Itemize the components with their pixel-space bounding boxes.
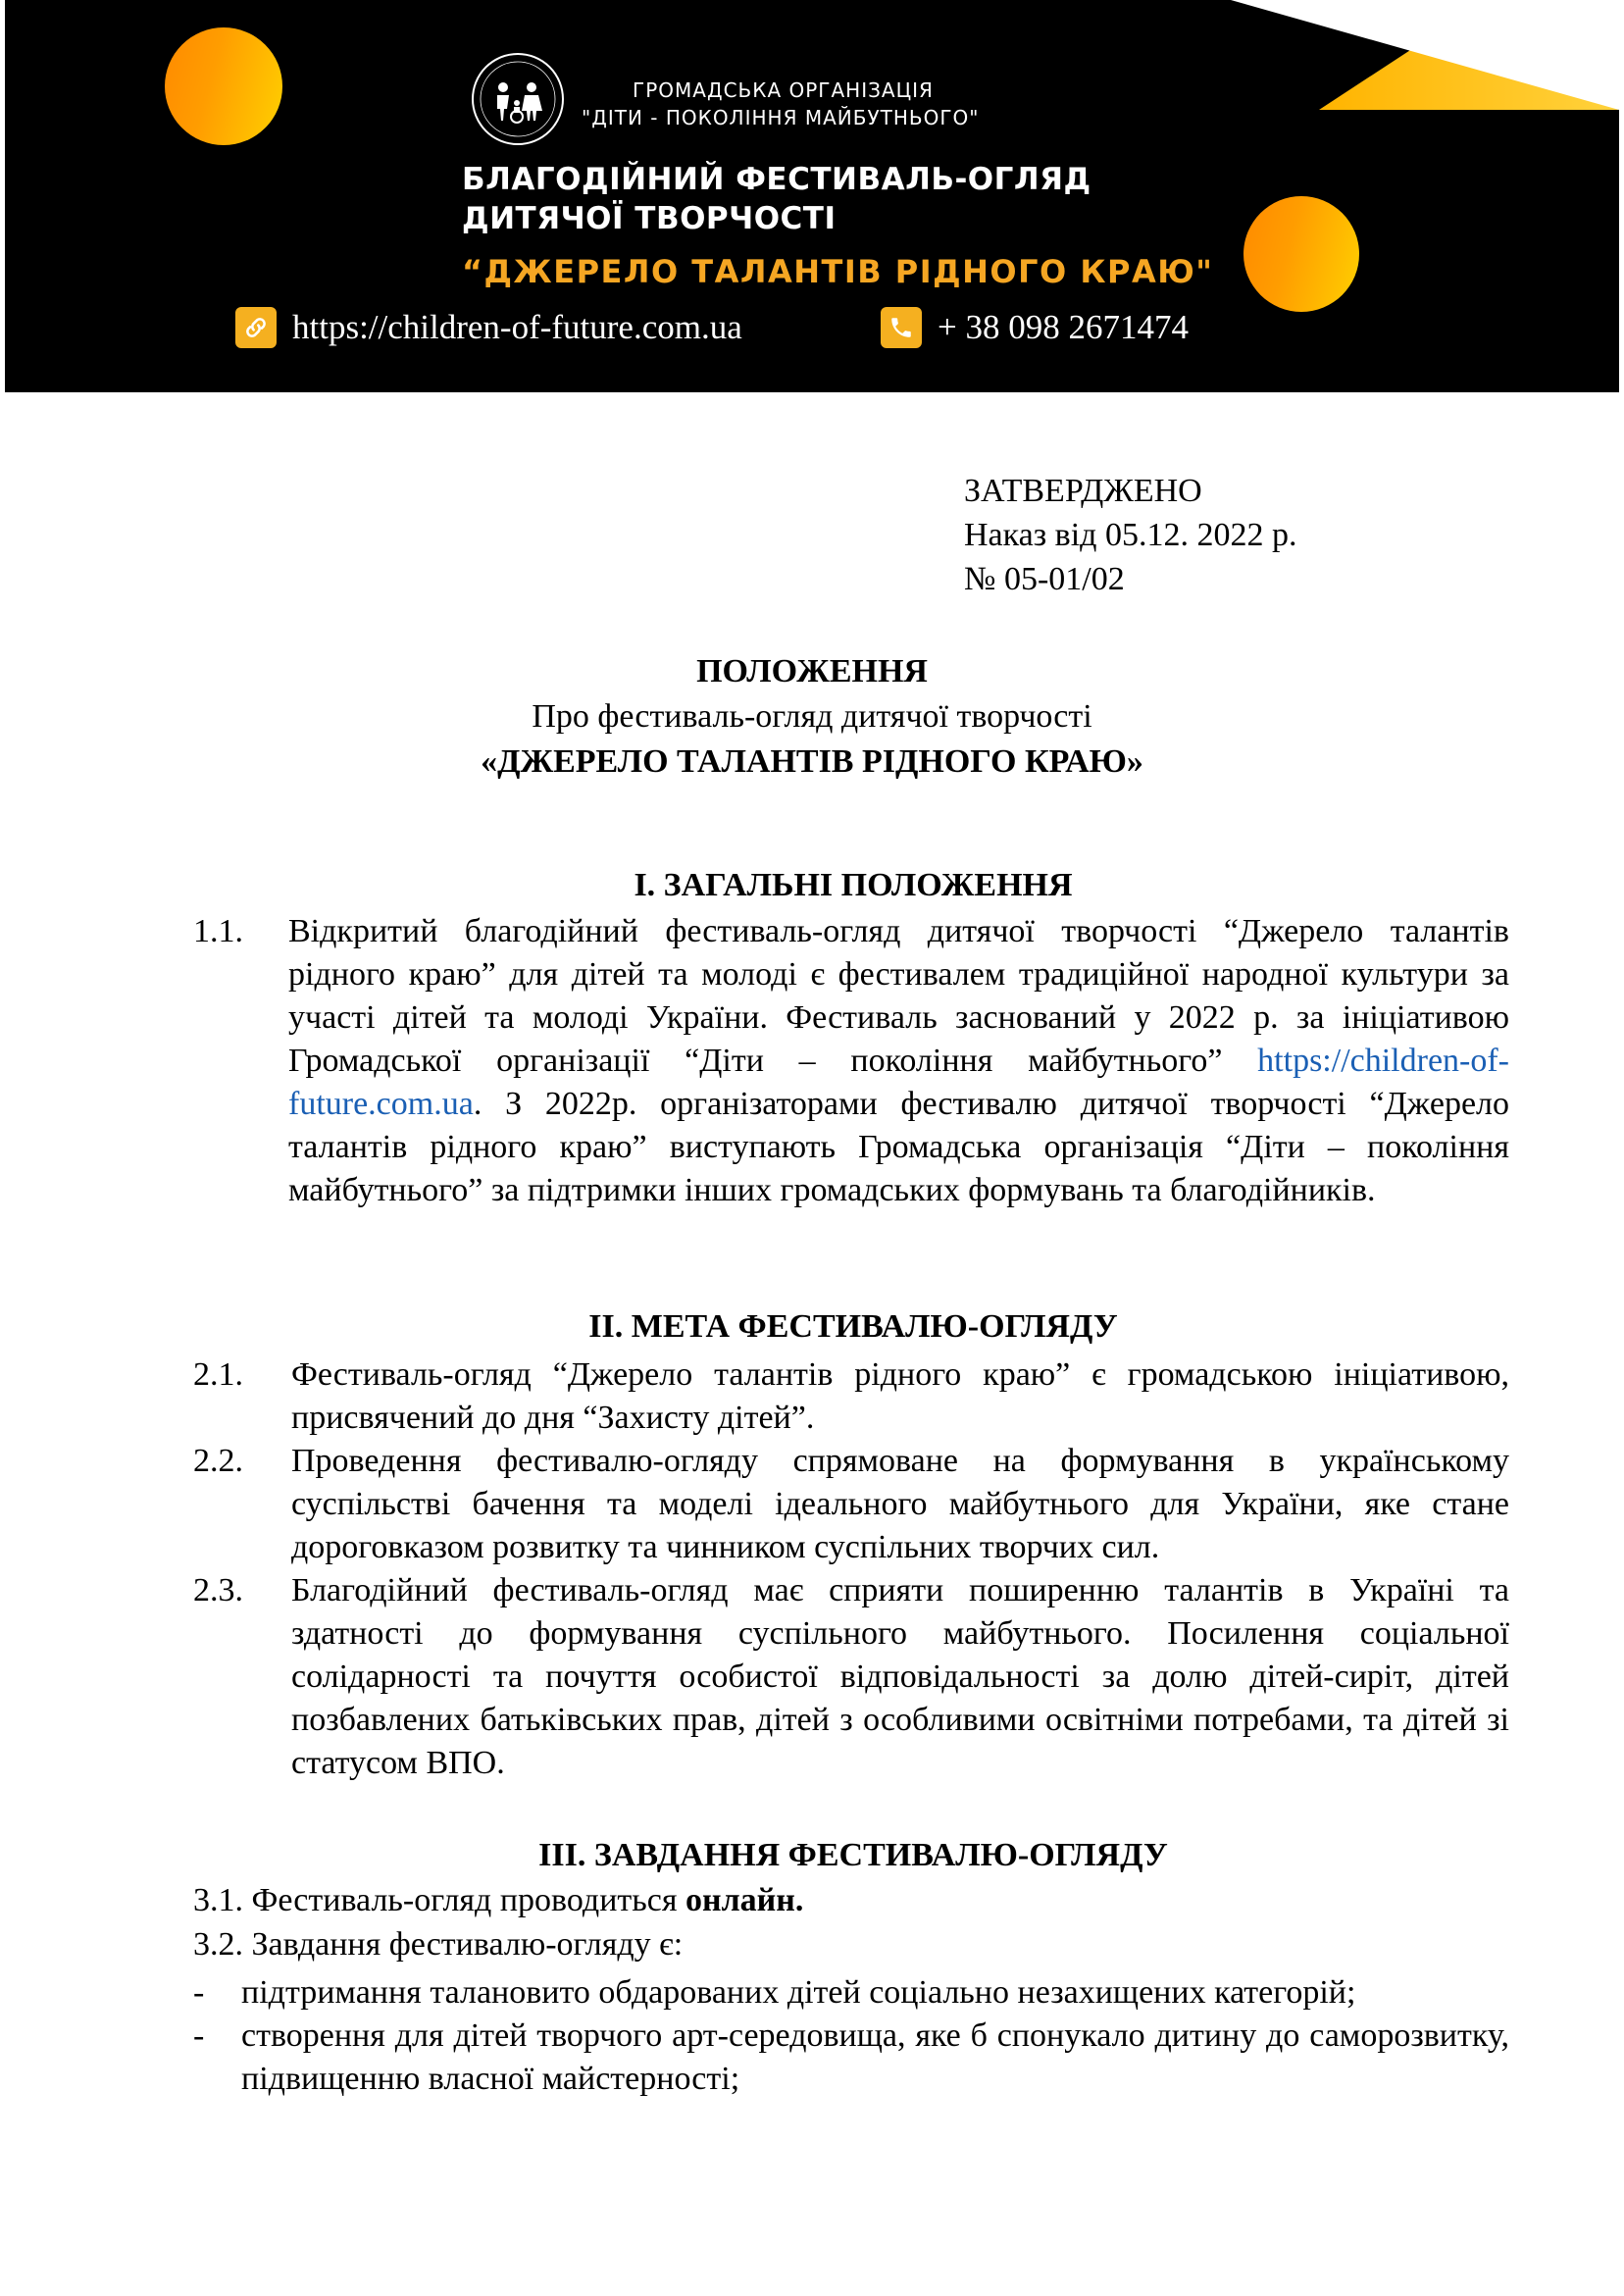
- website-contact[interactable]: [235, 306, 742, 349]
- paragraph-2-1: [193, 1353, 1509, 1440]
- paragraph-3-2: 3.2. Завдання фестивалю-огляду є:: [193, 1926, 684, 1963]
- document-festival-name: «ДЖЕРЕЛО ТАЛАНТІВ РІДНОГО КРАЮ»: [481, 743, 1143, 780]
- online-emphasis: онлайн.: [685, 1882, 804, 1918]
- phone-icon: [881, 307, 922, 348]
- paragraph-text-part: Відкритий благодійний фестиваль-огляд дитячої творчості “Джерело талантів рідного краю” для дітей та молоді є фестивалем традиційної народної культури за участі дітей та молоді України. Фестиваль заснований у 2022 р. за ініціативою Громадської організації “Діти – покоління майбутнього”: [288, 913, 1509, 1079]
- website-url[interactable]: https://children-of-future.com.ua: [292, 308, 742, 346]
- organization-type: ГРОМАДСЬКА ОРГАНІЗАЦІЯ: [633, 78, 934, 102]
- paragraph-text-part: . З 2022р. організаторами фестивалю дитячої творчості “Джерело талантів рідного краю” виступають Громадська організація “Діти – покоління майбутнього” за підтримки інших громадських формувань та благодійників.: [288, 1086, 1509, 1208]
- section-1-title: І. ЗАГАЛЬНІ ПОЛОЖЕННЯ: [634, 867, 1073, 903]
- organization-name: "ДІТИ - ПОКОЛІННЯ МАЙБУТНЬОГО": [582, 106, 980, 129]
- phone-number[interactable]: + 38 098 2671474: [938, 308, 1189, 346]
- approval-number: № 05-01/02: [964, 561, 1125, 597]
- festival-title-line2: ДИТЯЧОЇ ТВОРЧОСТІ: [462, 201, 837, 236]
- phone-contact[interactable]: [881, 306, 1189, 349]
- paragraph-2-3: [193, 1569, 1509, 1785]
- paragraph-1-1: [193, 910, 1509, 1212]
- paragraph-text: Благодійний фестиваль-огляд має сприяти поширенню талантів в Україні та здатності до формування суспільного майбутнього. Посилення соціальної солідарності та почуття особистої відповідальності за долю дітей-сиріт, дітей позбавлених батьківських прав, дітей з особливими освітніми потребами, та дітей зі статусом ВПО.: [291, 1572, 1509, 1781]
- paragraph-text: Проведення фестивалю-огляду спрямоване на формування в українському суспільстві бачення та моделі ідеального майбутнього для України, яке стане дороговказом розвитку та чинником суспільних творчих сил.: [291, 1443, 1509, 1565]
- paragraph-number: 2.1.: [193, 1356, 243, 1393]
- paragraph-2-2: [193, 1440, 1509, 1569]
- approval-label: ЗАТВЕРДЖЕНО: [964, 473, 1202, 509]
- approval-order: Наказ від 05.12. 2022 р.: [964, 517, 1297, 553]
- paragraph-number: 2.3.: [193, 1572, 243, 1608]
- paragraph-3-1: [193, 1879, 803, 1922]
- bullet-dash: -: [193, 2017, 205, 2054]
- bullet-dash: -: [193, 1974, 205, 2011]
- organization-logo: [471, 52, 565, 146]
- document-title: ПОЛОЖЕННЯ: [696, 653, 928, 689]
- header-banner: [5, 0, 1619, 392]
- paragraph-text: Фестиваль-огляд “Джерело талантів рідного краю” є громадською ініціативою, присвячений до дня “Захисту дітей”.: [291, 1356, 1509, 1436]
- paragraph-number: 1.1.: [193, 913, 243, 949]
- paragraph-text: 3.1. Фестиваль-огляд проводиться: [193, 1882, 685, 1918]
- list-item: підтримання талановито обдарованих дітей соціально незахищених категорій;: [241, 1974, 1356, 2011]
- decorative-circle: [165, 27, 282, 145]
- festival-name: “ДЖЕРЕЛО ТАЛАНТІВ РІДНОГО КРАЮ": [462, 253, 1214, 290]
- document-subtitle: Про фестиваль-огляд дитячої творчості: [532, 698, 1092, 735]
- approval-block: [964, 469, 1296, 601]
- paragraph-text: [193, 910, 1509, 1212]
- list-item: створення для дітей творчого арт-середовища, яке б спонукало дитину до саморозвитку, підвищенню власної майстерності;: [241, 2017, 1509, 2097]
- section-2-title: ІІ. МЕТА ФЕСТИВАЛЮ-ОГЛЯДУ: [588, 1308, 1118, 1345]
- link-icon: [235, 307, 277, 348]
- website-link[interactable]: https://children-of-future.com.ua: [288, 1043, 1509, 1122]
- paragraph-number: 2.2.: [193, 1443, 243, 1479]
- festival-title-line1: БЛАГОДІЙНИЙ ФЕСТИВАЛЬ-ОГЛЯД: [462, 162, 1091, 197]
- decorative-circle: [1243, 196, 1359, 312]
- section-3-title: ІІІ. ЗАВДАННЯ ФЕСТИВАЛЮ-ОГЛЯДУ: [538, 1837, 1168, 1873]
